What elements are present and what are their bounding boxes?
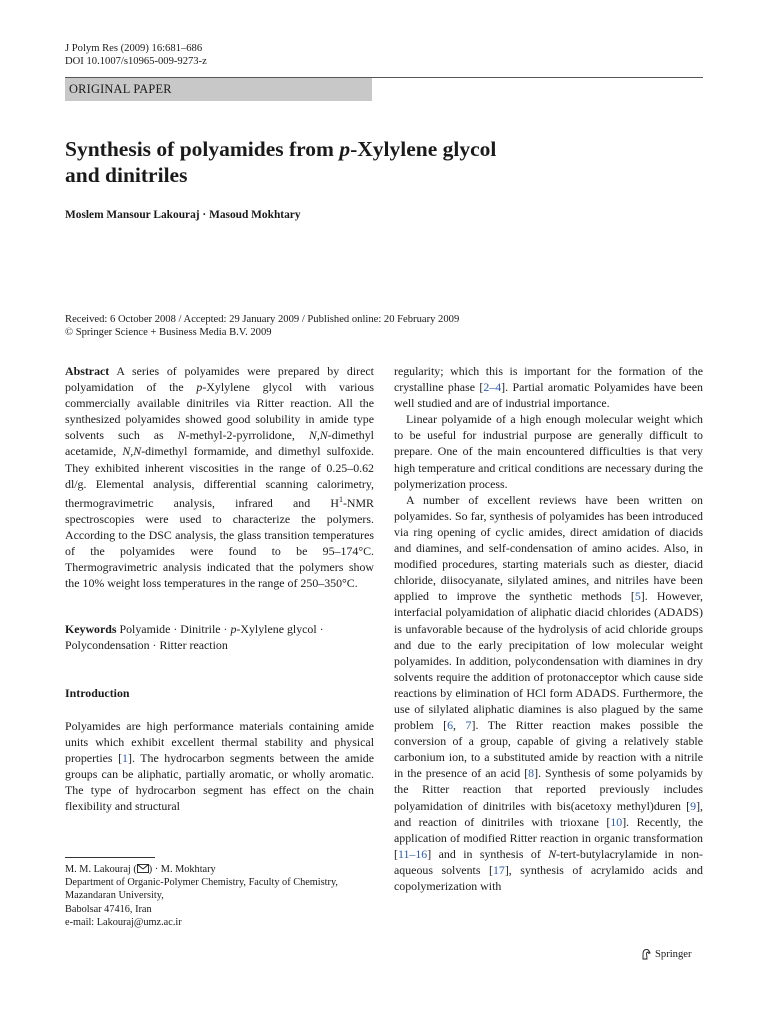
corresponding-authors: M. M. Lakouraj ( ) · M. Mokhtary xyxy=(65,864,216,875)
springer-horse-icon xyxy=(640,948,652,960)
introduction-text: Polyamides are high performance materials containing amide units which exhibit excellent thermal stability and physical properties [1]. The hydrocarbon segments between the amide groups can be aliphatic, partially aromatic, or wholly aromatic. The type of hydrocarbon segment has effect on the chain flexibility and structural xyxy=(65,719,374,814)
abstract-label: Abstract xyxy=(65,364,110,378)
citation-link[interactable]: 10 xyxy=(610,814,623,829)
abstract: Abstract A series of polyamides were prepared by direct polyamidation of the p-Xylylene glycol with various commercially available dinitriles via Ritter reaction. All the synthesized polyamides showed good solubility in amide type solvents such as N-methyl-2-pyrrolidone, N,N-dimethyl acetamide, N,N-dimethyl formamide, and dimethyl sulfoxide. They exhibited inherent viscosities in the range of 0.25–0.62 dl/g. Elemental analysis, differential scanning calorimetry, thermogravimetric analysis, infrared and $H^1$-NMR spectroscopies were used to characterize the polymers. According to the DSC analysis, the glass transition temperatures of the polyamides were found to be 95–174°C. Thermogravimetric analysis indicated that the polymers show the 10% weight loss temperatures in the range of 250–350°C. xyxy=(65,364,375,591)
doi: DOI 10.1007/s10965-009-9273-z xyxy=(65,56,207,67)
journal-header xyxy=(65,42,207,68)
citation-link[interactable]: 11–16 xyxy=(397,846,428,861)
paragraph: Linear polyamide of a high enough molecular weight which to be useful for industrial purpose are generally difficult to prepare. One of the main encountered difficulties is that very high temperature and critical conditions are necessary during the polymerization process. xyxy=(394,412,703,491)
citation-link[interactable]: 8 xyxy=(528,766,535,781)
publisher-logo xyxy=(640,948,691,960)
article-type-badge: ORIGINAL PAPER xyxy=(65,78,372,101)
footnote-rule xyxy=(65,857,155,858)
citation-link[interactable]: 1 xyxy=(122,751,128,766)
section-heading-introduction: Introduction xyxy=(65,686,130,700)
address: Babolsar 47416, Iran xyxy=(65,903,152,915)
citation-link[interactable]: 2–4 xyxy=(483,380,502,395)
department: Department of Organic-Polymer Chemistry, Faculty of Chemistry, xyxy=(65,877,339,889)
author-list: Moslem Mansour Lakouraj · Masoud Mokhtary xyxy=(65,209,301,221)
history-dates: Received: 6 October 2008 / Accepted: 29 January 2009 / Published online: 20 February 2009 xyxy=(65,314,460,325)
citation-link[interactable]: 5 xyxy=(634,589,641,604)
keywords-label: Keywords xyxy=(65,622,117,636)
copyright-line: © Springer Science + Business Media B.V. 2009 xyxy=(65,327,272,338)
university: Mazandaran University, xyxy=(65,890,164,902)
keywords: Keywords Polyamide · Dinitrile · p-Xylylene glycol · Polycondensation · Ritter reaction xyxy=(65,622,324,653)
citation-link[interactable]: 17 xyxy=(492,862,505,877)
envelope-icon xyxy=(137,864,149,873)
author-affiliation xyxy=(65,863,374,929)
journal-citation: J Polym Res (2009) 16:681–686 xyxy=(65,43,203,54)
publisher-name: Springer xyxy=(655,948,692,960)
citation-link[interactable]: 9 xyxy=(690,798,697,813)
right-column-text: regularity; which this is important for the formation of the crystalline phase [2–4]. Partial aromatic Polyamides have been well studied and are of industrial importance. Linear polyamide of a high enough molecular weight which to be useful for industrial purpose are generally difficult to prepare. One of the main encountered difficulties is that very high temperature and critical conditions are necessary during the polymerization process. A number of excellent reviews have been written on polyamides. So far, synthesis of polyamides has been introduced via ring opening of cyclic amides, direct amidation of diacids and diamines, and self-condensation of amino acides. Also, in modified procedures, starting materials such as diester, diacid chloride, diisocyanate, silylated amines, and nitriles have been applied to improve the synthetic methods [5]. However, interfacial polyamidation of aliphatic diacid chlorides (ADADS) is unfavorable because of the hydrolysis of acid chloride groups and due to the early precipitation of low molecular weight polyamides. In addition, polycondensation with diamines in dry solvents require the addition of protonacceptor which cause side reactions by elimination of HCl form ADADS. Furthermore, the use of silylated aliphatic diamines is also plagued by the same problem [6, 7]. The Ritter reaction makes possible the conversion of a group, capable of giving a relatively stable carbonium ion, to a substituted amide by reaction with a nitrile in the presence of an acid [8]. Synthesis of some polyamids by the Ritter reaction that reported previously includes polyamidation of dinitriles with bis(acetoxy methyl)duren [9], and reaction of dinitriles with trioxane [10]. Recently, the application of modified Ritter reaction in organic transformation [11–16] and in synthesis of N-tert-butylacrylamide in non-aqueous solvents [17], synthesis of acrylamido acids and copolymerization with xyxy=(394,364,704,893)
citation-link[interactable]: 7 xyxy=(465,718,472,733)
article-history xyxy=(65,313,459,339)
citation-link[interactable]: 6 xyxy=(447,718,454,733)
paper-title: Synthesis of polyamides from p-Xylylene glycol and dinitriles xyxy=(65,137,497,187)
email[interactable]: e-mail: Lakouraj@umz.ac.ir xyxy=(65,916,182,928)
